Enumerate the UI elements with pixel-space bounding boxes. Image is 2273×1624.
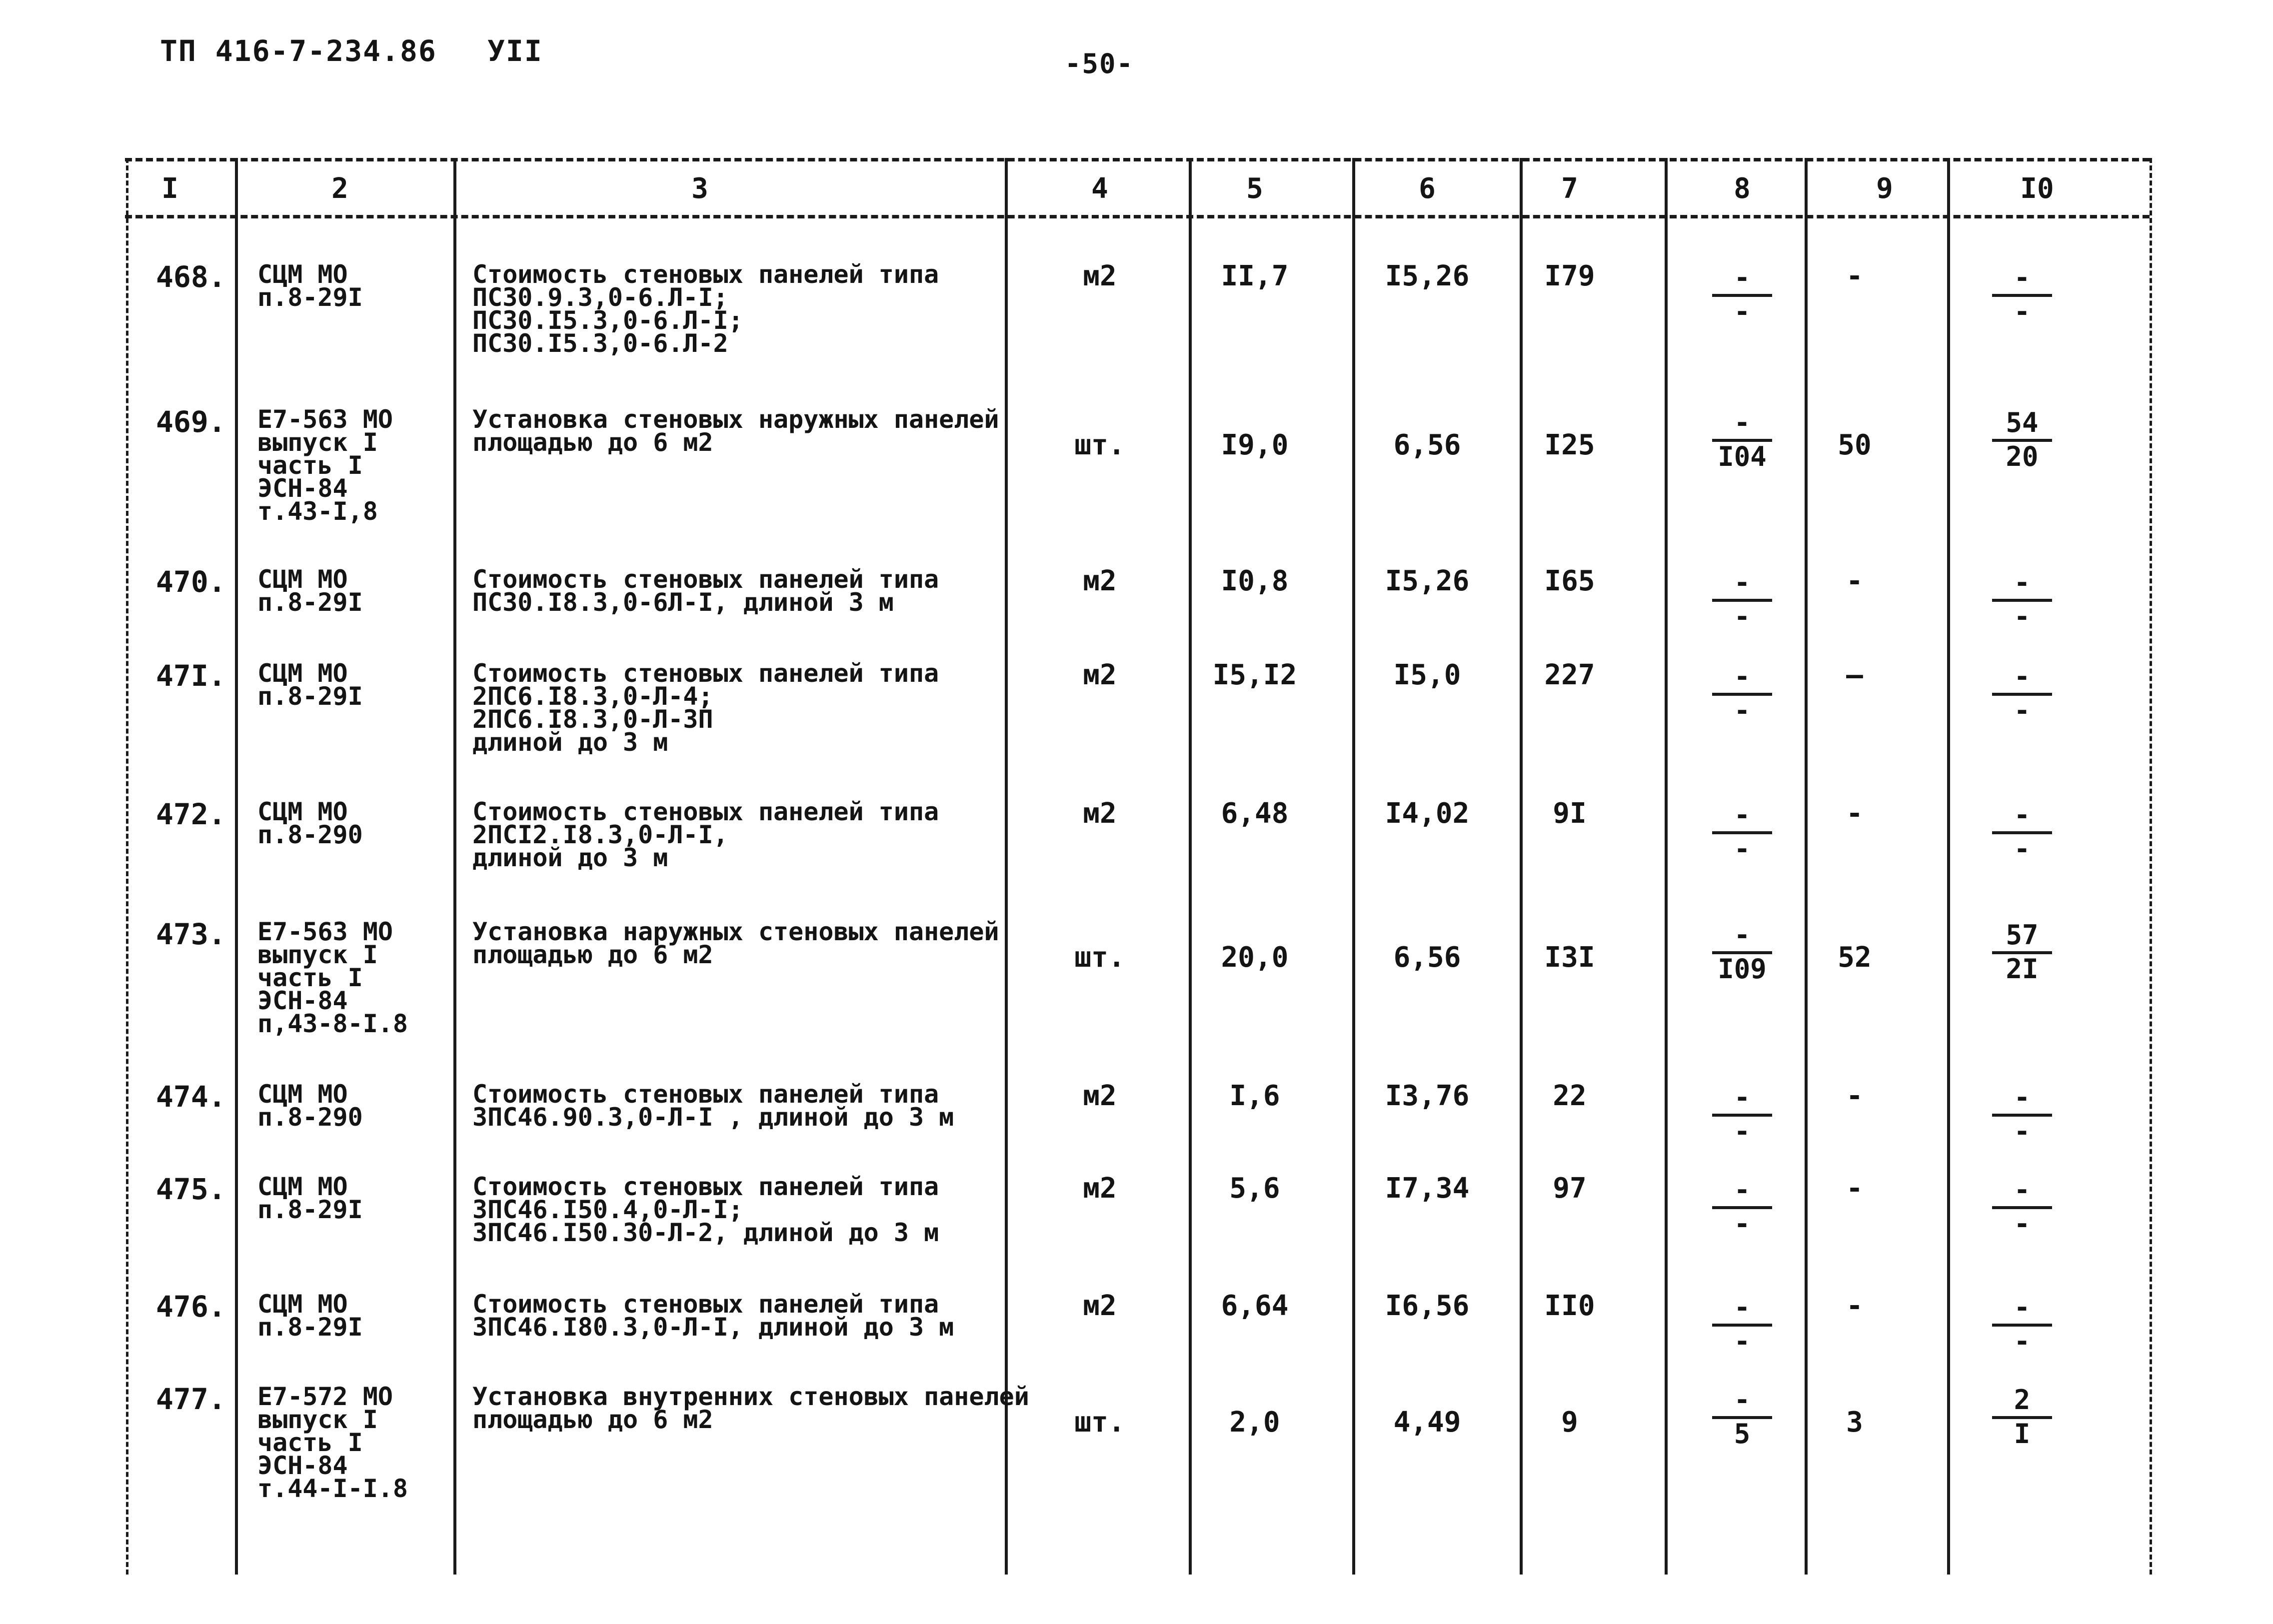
unit-cell: м2 bbox=[1083, 1172, 1117, 1205]
description-line: Стоимость стеновых панелей типа bbox=[472, 797, 939, 826]
col10-fraction bbox=[1992, 1292, 2052, 1357]
source-line: ЭСН-84 bbox=[257, 986, 348, 1015]
unit-price-cell: I4,02 bbox=[1385, 797, 1470, 830]
quantity-cell: 6,64 bbox=[1221, 1290, 1289, 1322]
source-line: п.8-29I bbox=[257, 1195, 363, 1224]
description-line: площадью до 6 м2 bbox=[472, 940, 713, 969]
col8-fraction bbox=[1712, 1174, 1772, 1240]
fraction-denominator: - bbox=[1734, 1208, 1751, 1240]
col8-fraction bbox=[1712, 567, 1772, 632]
col8-fraction bbox=[1712, 799, 1772, 865]
col9-cell: — bbox=[1846, 659, 1863, 691]
row-number: 473. bbox=[156, 917, 226, 951]
unit-cell: м2 bbox=[1083, 1080, 1117, 1112]
description-line: Стоимость стеновых панелей типа bbox=[472, 565, 939, 594]
source-line: Е7-572 МО bbox=[257, 1382, 393, 1411]
column-border bbox=[1665, 158, 1668, 1575]
column-number: 5 bbox=[1246, 172, 1263, 205]
column-number: 7 bbox=[1561, 172, 1578, 205]
description-line: Стоимость стеновых панелей типа bbox=[472, 260, 939, 289]
column-border bbox=[453, 158, 456, 1575]
unit-cell: м2 bbox=[1083, 565, 1117, 597]
row-number: 472. bbox=[156, 797, 226, 831]
fraction-numerator: - bbox=[1734, 661, 1751, 692]
unit-price-cell: I6,56 bbox=[1385, 1290, 1470, 1322]
col10-fraction bbox=[1992, 262, 2052, 327]
description-line: Стоимость стеновых панелей типа bbox=[472, 1290, 939, 1319]
fraction-denominator: - bbox=[1734, 601, 1751, 632]
col9-cell: - bbox=[1846, 1172, 1863, 1205]
source-line: п.8-290 bbox=[257, 820, 363, 849]
total-cost-cell: I79 bbox=[1544, 260, 1595, 292]
total-cost-cell: 97 bbox=[1553, 1172, 1587, 1205]
column-number: 4 bbox=[1091, 172, 1108, 205]
source-line: часть I bbox=[257, 963, 363, 992]
col8-fraction bbox=[1712, 919, 1772, 985]
description-line: ПС30.I5.3,0-6.Л-2 bbox=[472, 329, 728, 358]
description-line: ПС30.9.3,0-6.Л-I; bbox=[472, 283, 728, 312]
quantity-cell: I0,8 bbox=[1221, 565, 1289, 597]
description-line: длиной до 3 м bbox=[472, 843, 668, 872]
col9-cell: 50 bbox=[1838, 429, 1872, 461]
fraction-numerator: - bbox=[1734, 919, 1751, 951]
source-line: п.8-29I bbox=[257, 283, 363, 312]
fraction-numerator: - bbox=[1734, 1384, 1751, 1416]
column-border bbox=[1352, 158, 1355, 1575]
quantity-cell: 5,6 bbox=[1229, 1172, 1280, 1205]
row-number: 469. bbox=[156, 405, 226, 439]
unit-price-cell: I5,0 bbox=[1393, 659, 1461, 691]
description-line: 2ПС6.I8.3,0-Л-4; bbox=[472, 682, 713, 711]
fraction-denominator: I04 bbox=[1718, 441, 1767, 472]
fraction-numerator: - bbox=[1734, 799, 1751, 831]
unit-price-cell: I5,26 bbox=[1385, 565, 1470, 597]
description-line: Стоимость стеновых панелей типа bbox=[472, 1172, 939, 1201]
col9-cell: - bbox=[1846, 260, 1863, 292]
column-number: 2 bbox=[331, 172, 348, 205]
row-number: 470. bbox=[156, 565, 226, 599]
col9-cell: - bbox=[1846, 797, 1863, 830]
col9-cell: 52 bbox=[1838, 941, 1872, 974]
row-number: 468. bbox=[156, 260, 226, 294]
fraction-denominator: - bbox=[1734, 1326, 1751, 1357]
fraction-numerator: - bbox=[2014, 567, 2031, 598]
fraction-numerator: - bbox=[1734, 1174, 1751, 1206]
unit-price-cell: 6,56 bbox=[1393, 941, 1461, 974]
unit-price-cell: 6,56 bbox=[1393, 429, 1461, 461]
fraction-numerator: - bbox=[2014, 1082, 2031, 1113]
source-line: т.43-I,8 bbox=[257, 497, 378, 526]
column-number: I bbox=[161, 172, 178, 205]
column-border bbox=[2150, 158, 2152, 1575]
fraction-denominator: - bbox=[2014, 833, 2031, 865]
source-line: ЭСН-84 bbox=[257, 1451, 348, 1480]
source-line: Е7-563 МО bbox=[257, 405, 393, 434]
sheet-label: УII bbox=[487, 34, 543, 68]
total-cost-cell: I3I bbox=[1544, 941, 1595, 974]
description-line: Установка внутренних стеновых панелей bbox=[472, 1382, 1029, 1411]
page-number: -50- bbox=[1065, 48, 1134, 79]
unit-price-cell: I5,26 bbox=[1385, 260, 1470, 292]
column-number: 6 bbox=[1419, 172, 1436, 205]
col10-fraction bbox=[1992, 567, 2052, 632]
col8-fraction bbox=[1712, 1292, 1772, 1357]
header-border bbox=[125, 215, 2150, 218]
col8-fraction bbox=[1712, 1082, 1772, 1147]
source-line: СЦМ МО bbox=[257, 565, 348, 594]
description-line: площадью до 6 м2 bbox=[472, 1405, 713, 1434]
source-line: часть I bbox=[257, 451, 363, 480]
source-line: СЦМ МО bbox=[257, 260, 348, 289]
description-line: 3ПС46.90.3,0-Л-I , длиной до 3 м bbox=[472, 1103, 954, 1132]
source-line: п.8-29I bbox=[257, 1313, 363, 1342]
quantity-cell: 2,0 bbox=[1229, 1406, 1280, 1439]
total-cost-cell: 227 bbox=[1544, 659, 1595, 691]
fraction-numerator: - bbox=[1734, 1292, 1751, 1323]
total-cost-cell: I65 bbox=[1544, 565, 1595, 597]
quantity-cell: I9,0 bbox=[1221, 429, 1289, 461]
col10-fraction bbox=[1992, 407, 2052, 472]
column-border bbox=[235, 158, 238, 1575]
column-border bbox=[1947, 158, 1950, 1575]
row-number: 476. bbox=[156, 1290, 226, 1324]
unit-price-cell: 4,49 bbox=[1393, 1406, 1461, 1439]
fraction-numerator: - bbox=[1734, 407, 1751, 438]
total-cost-cell: I25 bbox=[1544, 429, 1595, 461]
row-number: 47I. bbox=[156, 659, 226, 693]
fraction-denominator: I09 bbox=[1718, 953, 1767, 985]
source-line: часть I bbox=[257, 1428, 363, 1457]
col8-fraction bbox=[1712, 1384, 1772, 1450]
col8-fraction bbox=[1712, 407, 1772, 472]
column-border bbox=[1005, 158, 1008, 1575]
description-line: 3ПС46.I50.4,0-Л-I; bbox=[472, 1195, 743, 1224]
fraction-denominator: - bbox=[2014, 296, 2031, 327]
col9-cell: - bbox=[1846, 1290, 1863, 1322]
fraction-denominator: 5 bbox=[1734, 1418, 1751, 1450]
header-border bbox=[125, 158, 2150, 161]
fraction-numerator: - bbox=[1734, 262, 1751, 293]
unit-cell: м2 bbox=[1083, 797, 1117, 830]
fraction-denominator: - bbox=[2014, 1208, 2031, 1240]
unit-cell: шт. bbox=[1074, 1406, 1125, 1439]
quantity-cell: 6,48 bbox=[1221, 797, 1289, 830]
fraction-denominator: - bbox=[1734, 695, 1751, 726]
fraction-numerator: - bbox=[1734, 567, 1751, 598]
column-number: 9 bbox=[1876, 172, 1893, 205]
fraction-denominator: 2I bbox=[2006, 953, 2039, 985]
fraction-denominator: I bbox=[2014, 1418, 2031, 1450]
source-line: т.44-I-I.8 bbox=[257, 1474, 408, 1503]
column-border bbox=[1520, 158, 1523, 1575]
quantity-cell: I5,I2 bbox=[1212, 659, 1297, 691]
fraction-numerator: - bbox=[2014, 661, 2031, 692]
unit-cell: шт. bbox=[1074, 429, 1125, 461]
fraction-denominator: - bbox=[1734, 1116, 1751, 1147]
column-border bbox=[1189, 158, 1192, 1575]
row-number: 475. bbox=[156, 1172, 226, 1206]
description-line: ПС30.I8.3,0-6Л-I, длиной 3 м bbox=[472, 588, 894, 617]
fraction-denominator: - bbox=[1734, 833, 1751, 865]
fraction-numerator: - bbox=[2014, 1174, 2031, 1206]
total-cost-cell: 9 bbox=[1561, 1406, 1578, 1439]
description-line: длиной до 3 м bbox=[472, 728, 668, 757]
quantity-cell: II,7 bbox=[1221, 260, 1289, 292]
column-border bbox=[1805, 158, 1808, 1575]
unit-cell: м2 bbox=[1083, 659, 1117, 691]
unit-cell: м2 bbox=[1083, 260, 1117, 292]
description-line: 2ПС6.I8.3,0-Л-3П bbox=[472, 705, 713, 734]
source-line: п.8-29I bbox=[257, 588, 363, 617]
fraction-numerator: 2 bbox=[2014, 1384, 2031, 1416]
unit-cell: м2 bbox=[1083, 1290, 1117, 1322]
row-number: 477. bbox=[156, 1382, 226, 1416]
description-line: Установка стеновых наружных панелей bbox=[472, 405, 999, 434]
column-number: 3 bbox=[691, 172, 708, 205]
source-line: ЭСН-84 bbox=[257, 474, 348, 503]
col10-fraction bbox=[1992, 661, 2052, 726]
source-line: СЦМ МО bbox=[257, 797, 348, 826]
source-line: СЦМ МО bbox=[257, 1172, 348, 1201]
col8-fraction bbox=[1712, 262, 1772, 327]
source-line: выпуск I bbox=[257, 940, 378, 969]
source-line: п,43-8-I.8 bbox=[257, 1009, 408, 1038]
description-line: Стоимость стеновых панелей типа bbox=[472, 1080, 939, 1109]
source-line: СЦМ МО bbox=[257, 1290, 348, 1319]
fraction-numerator: - bbox=[1734, 1082, 1751, 1113]
description-line: площадью до 6 м2 bbox=[472, 428, 713, 457]
quantity-cell: I,6 bbox=[1229, 1080, 1280, 1112]
source-line: п.8-290 bbox=[257, 1103, 363, 1132]
total-cost-cell: II0 bbox=[1544, 1290, 1595, 1322]
col10-fraction bbox=[1992, 1082, 2052, 1147]
fraction-denominator: - bbox=[1734, 296, 1751, 327]
col9-cell: 3 bbox=[1846, 1406, 1863, 1439]
unit-price-cell: I7,34 bbox=[1385, 1172, 1470, 1205]
col10-fraction bbox=[1992, 1174, 2052, 1240]
fraction-numerator: 57 bbox=[2006, 919, 2039, 951]
row-number: 474. bbox=[156, 1080, 226, 1114]
col10-fraction bbox=[1992, 1384, 2052, 1450]
description-line: ПС30.I5.3,0-6.Л-I; bbox=[472, 306, 743, 335]
total-cost-cell: 22 bbox=[1553, 1080, 1587, 1112]
fraction-numerator: 54 bbox=[2006, 407, 2039, 438]
col10-fraction bbox=[1992, 919, 2052, 985]
col9-cell: - bbox=[1846, 565, 1863, 597]
fraction-denominator: - bbox=[2014, 1326, 2031, 1357]
fraction-numerator: - bbox=[2014, 1292, 2031, 1323]
column-number: 8 bbox=[1734, 172, 1751, 205]
col8-fraction bbox=[1712, 661, 1772, 726]
fraction-numerator: - bbox=[2014, 262, 2031, 293]
fraction-denominator: - bbox=[2014, 695, 2031, 726]
unit-price-cell: I3,76 bbox=[1385, 1080, 1470, 1112]
fraction-denominator: - bbox=[2014, 601, 2031, 632]
description-line: 3ПС46.I50.30-Л-2, длиной до 3 м bbox=[472, 1218, 939, 1247]
description-line: Установка наружных стеновых панелей bbox=[472, 917, 999, 946]
fraction-numerator: - bbox=[2014, 799, 2031, 831]
description-line: 2ПСI2.I8.3,0-Л-I, bbox=[472, 820, 728, 849]
quantity-cell: 20,0 bbox=[1221, 941, 1289, 974]
source-line: п.8-29I bbox=[257, 682, 363, 711]
col10-fraction bbox=[1992, 799, 2052, 865]
description-line: Стоимость стеновых панелей типа bbox=[472, 659, 939, 688]
document-code: ТП 416-7-234.86 bbox=[160, 34, 437, 68]
source-line: СЦМ МО bbox=[257, 1080, 348, 1109]
source-line: выпуск I bbox=[257, 1405, 378, 1434]
fraction-denominator: - bbox=[2014, 1116, 2031, 1147]
fraction-denominator: 20 bbox=[2006, 441, 2039, 472]
col9-cell: - bbox=[1846, 1080, 1863, 1112]
column-number: I0 bbox=[2020, 172, 2054, 205]
total-cost-cell: 9I bbox=[1553, 797, 1587, 830]
description-line: 3ПС46.I80.3,0-Л-I, длиной до 3 м bbox=[472, 1313, 954, 1342]
source-line: выпуск I bbox=[257, 428, 378, 457]
source-line: Е7-563 МО bbox=[257, 917, 393, 946]
column-border bbox=[126, 158, 128, 1575]
unit-cell: шт. bbox=[1074, 941, 1125, 974]
source-line: СЦМ МО bbox=[257, 659, 348, 688]
